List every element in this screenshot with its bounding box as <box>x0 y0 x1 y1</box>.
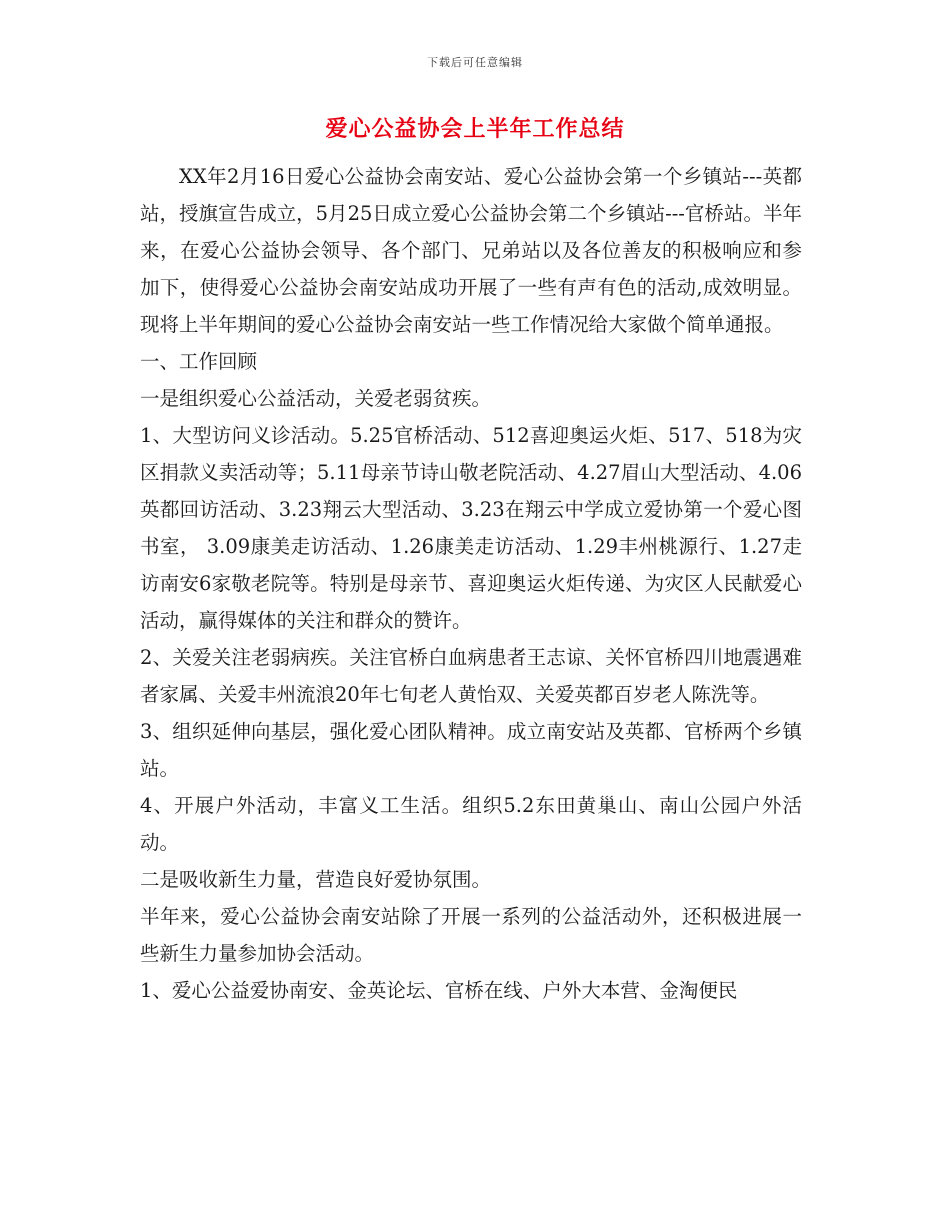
paragraph: 4、开展户外活动，丰富义工生活。组织5.2东田黄巢山、南山公园户外活动。 <box>140 794 802 854</box>
document-title: 爱心公益协会上半年工作总结 <box>325 116 625 142</box>
paragraph: 1、爱心公益爱协南安、金英论坛、官桥在线、户外大本营、金淘便民 <box>140 979 738 1002</box>
subsection-heading: 二是吸收新生力量，营造良好爱协氛围。 <box>140 868 492 891</box>
paragraph: 2、关爱关注老弱病疾。关注官桥白血病患者王志谅、关怀官桥四川地震遇难者家属、关爱丰州流浪20年七旬老人黄怡双、关爱英都百岁老人陈洗等。 <box>140 646 802 706</box>
header-note: 下载后可任意编辑 <box>427 56 523 69</box>
paragraph: 1、大型访问义诊活动。5.25官桥活动、512喜迎奥运火炬、517、518为灾区捐款义卖活动等；5.11母亲节诗山敬老院活动、4.27眉山大型活动、4.06英都回访活动、3.23翔云大型活动、3.23在翔云中学成立爱协第一个爱心图书室， 3.09康美走访活动、1.26康美走访活动、1.29丰州桃源行、1.27走访南安6家敬老院等。特别是母亲节、喜迎奥运火炬传递、为灾区人民献爱心活动，赢得媒体的关注和群众的赞许。 <box>140 424 802 632</box>
paragraph: XX年2月16日爱心公益协会南安站、爱心公益协会第一个乡镇站---英都站，授旗宣告成立，5月25日成立爱心公益协会第二个乡镇站---官桥站。半年来，在爱心公益协会领导、各个部门、兄弟站以及各位善友的积极响应和参加下，使得爱心公益协会南安站成功开展了一些有声有色的活动,成效明显。现将上半年期间的爱心公益协会南安站一些工作情况给大家做个简单通报。 <box>140 165 802 336</box>
paragraph: 3、组织延伸向基层，强化爱心团队精神。成立南安站及英都、官桥两个乡镇站。 <box>140 720 802 780</box>
paragraph: 半年来，爱心公益协会南安站除了开展一系列的公益活动外，还积极进展一些新生力量参加协会活动。 <box>140 905 802 965</box>
document-body <box>140 158 802 1009</box>
section-heading: 一、工作回顾 <box>140 350 258 373</box>
subsection-heading: 一是组织爱心公益活动，关爱老弱贫疾。 <box>140 387 492 410</box>
